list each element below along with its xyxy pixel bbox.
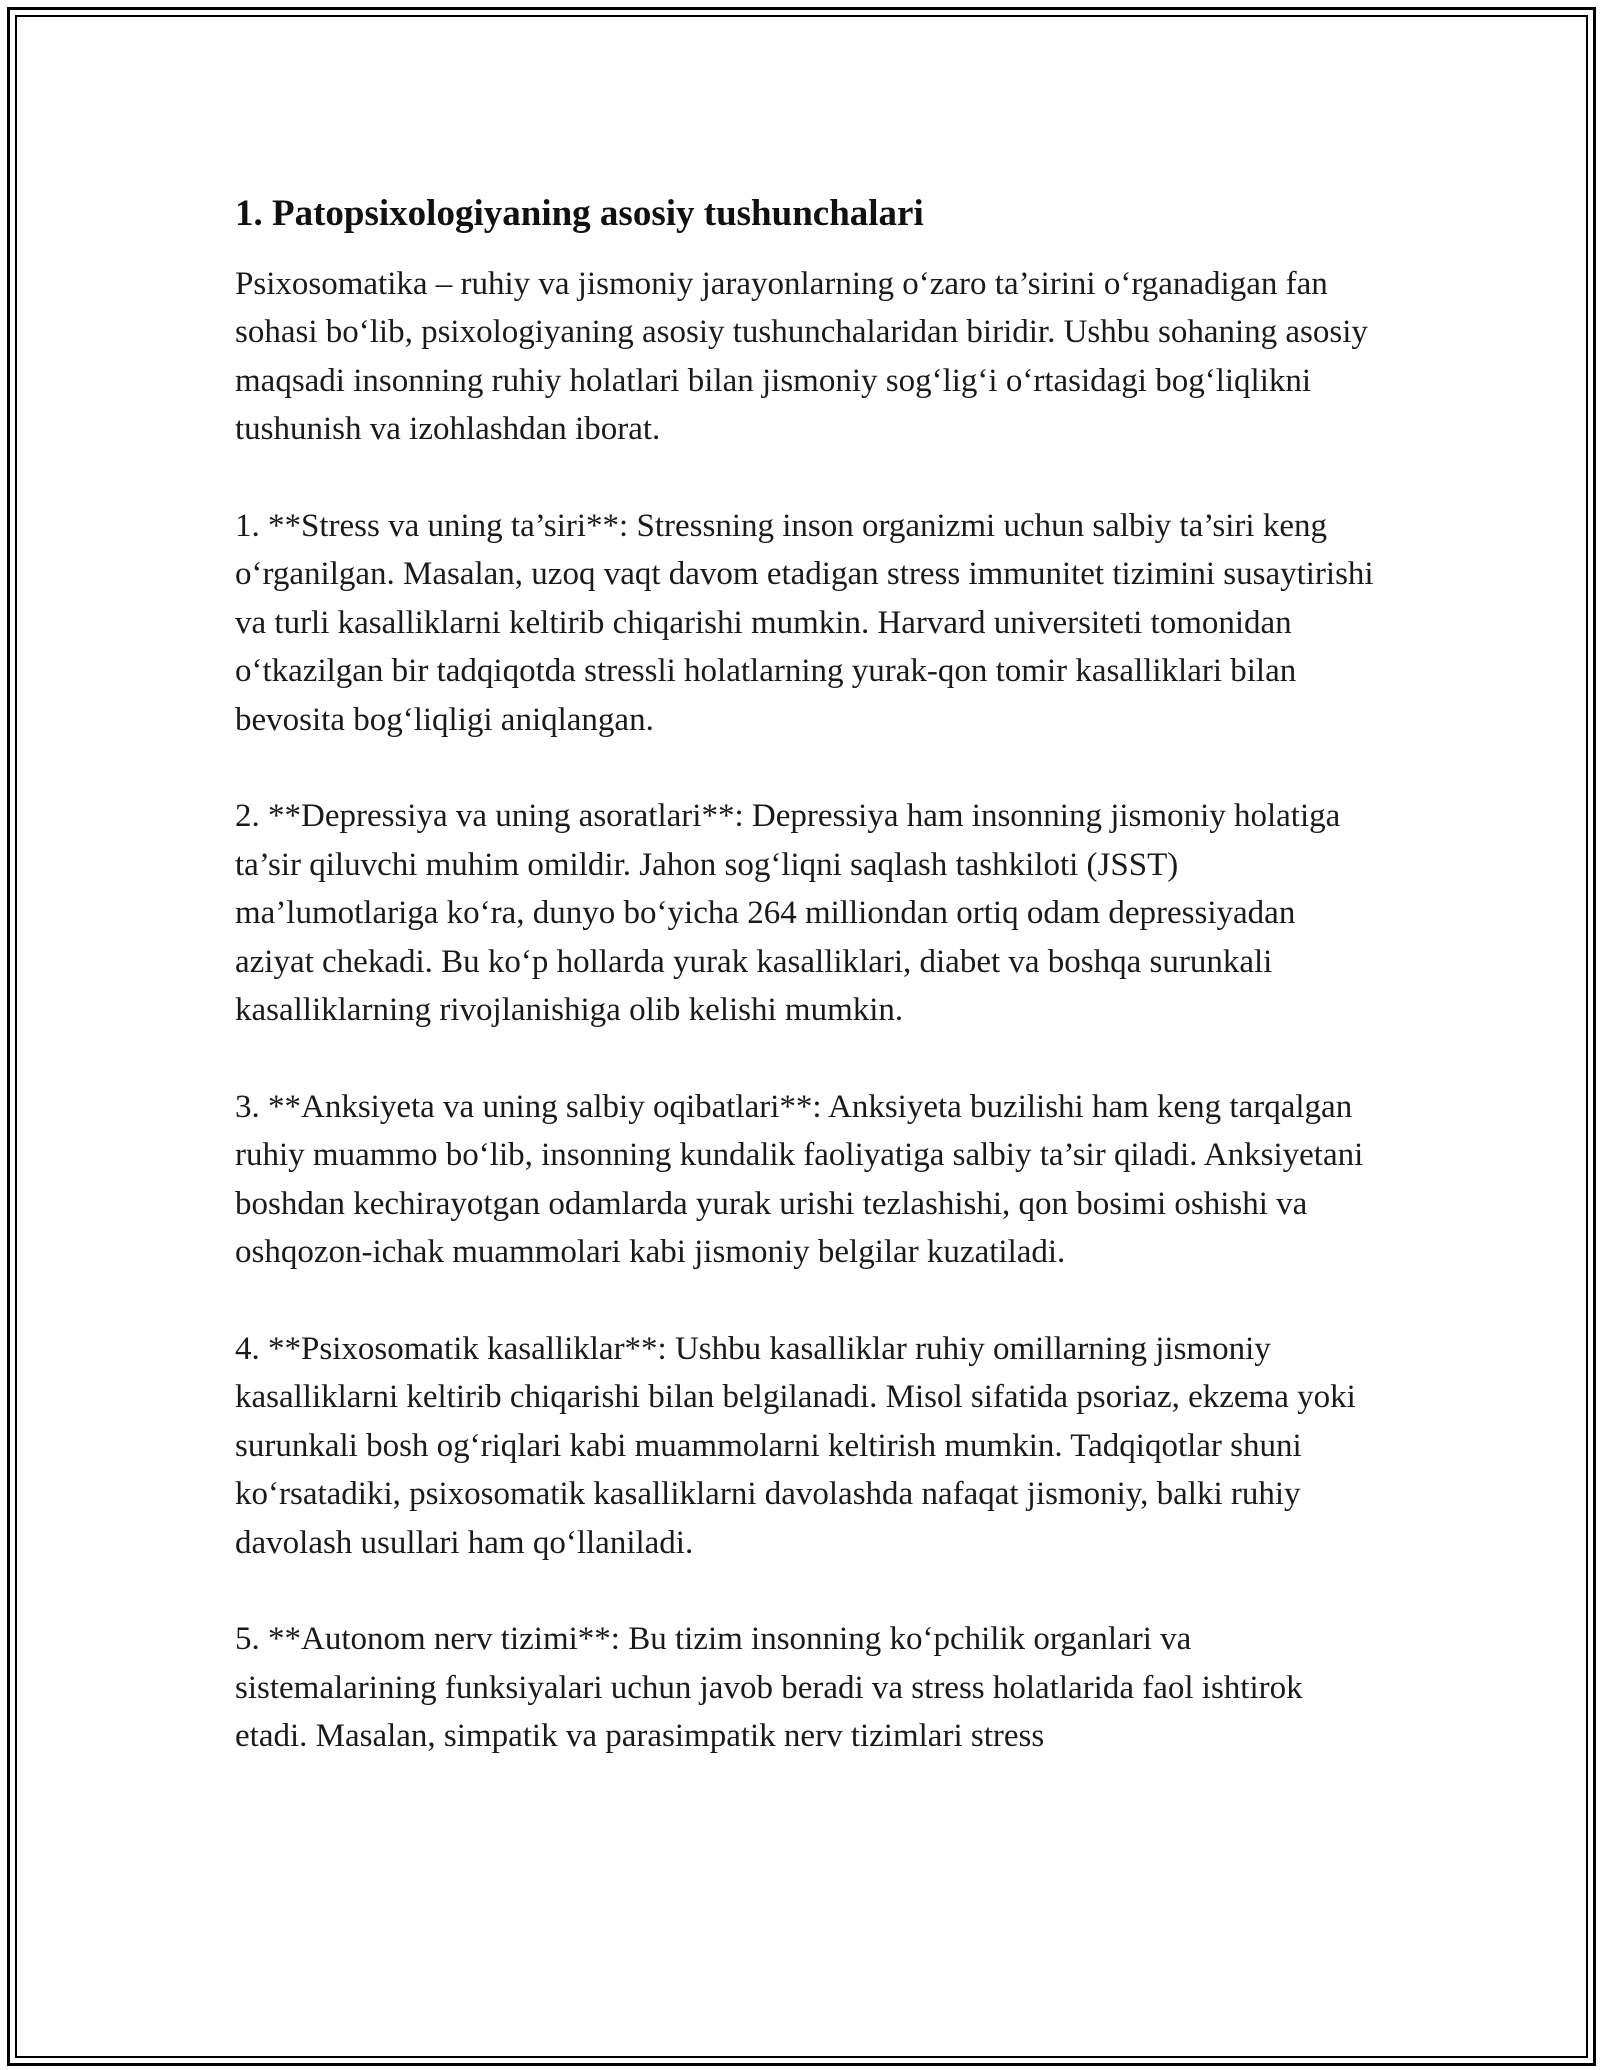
paragraph-depression: 2. **Depressiya va uning asoratlari**: Depressiya ham insonning jismoniy holatiga ta’sir qiluvchi muhim omildir. Jahon sog‘liqni saqlash tashkiloti (JSST) ma’lumotlariga ko‘ra, dunyo bo‘yicha 264 milliondan ortiq odam depressiyadan aziyat chekadi. Bu ko‘p hollarda yurak kasalliklari, diabet va boshqa surunkali kasalliklarning rivojlanishiga olib kelishi mumkin. [235, 798, 1341, 1029]
paragraph-stress: 1. **Stress va uning ta’siri**: Stressning inson organizmi uchun salbiy ta’siri keng o‘rganilgan. Masalan, uzoq vaqt davom etadigan stress immunitet tizimini susaytirishi va turli kasalliklarni keltirib chiqarishi mumkin. Harvard universiteti tomonidan o‘tkazilgan bir tadqiqotda stressli holatlarning yurak-qon tomir kasalliklari bilan bevosita bog‘liqligi aniqlangan. [235, 508, 1374, 738]
paragraph-anxiety: 3. **Anksiyeta va uning salbiy oqibatlari**: Anksiyeta buzilishi ham keng tarqalgan ruhiy muammo bo‘lib, insonning kundalik faoliyatiga salbiy ta’sir qiladi. Anksiyetani boshdan kechirayotgan odamlarda yurak urishi tezlashishi, qon bosimi oshishi va oshqozon-ichak muammolari kabi jismoniy belgilar kuzatiladi. [235, 1088, 1364, 1271]
document-page [235, 190, 1375, 1761]
paragraph-psychosomatic: 4. **Psixosomatik kasalliklar**: Ushbu kasalliklar ruhiy omillarning jismoniy kasalliklarni keltirib chiqarishi bilan belgilanadi. Misol sifatida psoriaz, ekzema yoki surunkali bosh og‘riqlari kabi muammolarni keltirish mumkin. Tadqiqotlar shuni ko‘rsatadiki, psixosomatik kasalliklarni davolashda nafaqat jismoniy, balki ruhiy davolash usullari ham qo‘llaniladi. [235, 1330, 1356, 1561]
paragraph-autonomic: 5. **Autonom nerv tizimi**: Bu tizim insonning ko‘pchilik organlari va sistemalarining funksiyalari uchun javob beradi va stress holatlarida faol ishtirok etadi. Masalan, simpatik va parasimpatik nerv tizimlari stress [235, 1621, 1303, 1755]
paragraph-intro: Psixosomatika – ruhiy va jismoniy jarayonlarning o‘zaro ta’sirini o‘rganadigan fan sohasi bo‘lib, psixologiyaning asosiy tushunchalaridan biridir. Ushbu sohaning asosiy maqsadi insonning ruhiy holatlari bilan jismoniy sog‘lig‘i o‘rtasidagi bog‘liqlikni tushunish va izohlashdan iborat. [235, 266, 1368, 448]
document-body [235, 260, 1375, 1761]
section-heading: 1. Patopsixologiyaning asosiy tushunchalari [235, 193, 924, 234]
